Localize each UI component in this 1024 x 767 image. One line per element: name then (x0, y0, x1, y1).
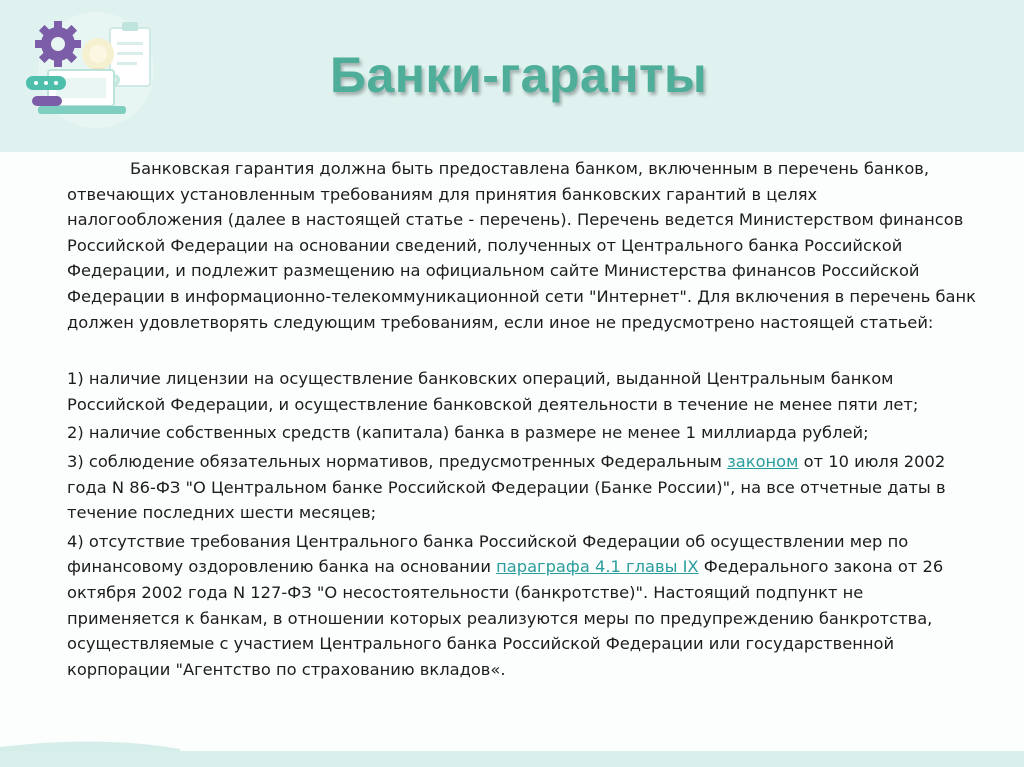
requirement-item-3-after: от 10 июля 2002 года N 86-ФЗ "О Центральном банке Российской Федерации (Банке России)", на все отчетные даты в течение последних шести месяцев; (67, 451, 946, 523)
requirement-item-4-before: 4) отсутствие требования Центрального банка Российской Федерации об осуществлении мер по финансовому оздоровлению банка на основании (67, 531, 909, 577)
paragraph-link[interactable]: параграфа 4.1 главы IX (496, 557, 699, 577)
slide-title: Банки-гаранты (330, 47, 708, 103)
law-link[interactable]: законом (727, 451, 799, 471)
slide-content (67, 156, 977, 682)
requirement-item-1: 1) наличие лицензии на осуществление банковских операций, выданной Центральным банком Российской Федерации, и осуществление банковской деятельности в течение не менее пяти лет; (67, 369, 919, 414)
requirement-item-4-after: Федерального закона от 26 октября 2002 года N 127-ФЗ "О несостоятельности (банкротстве)". Настоящий подпункт не применяется к банкам, в отношении которых реализуются меры по предупреждению банкротства, осуществляемые с участием Центрального банка Российской Федерации или государственной корпорации "Агентство по страхованию вкладов«. (67, 557, 944, 679)
requirement-item-3 (67, 449, 977, 526)
gear-icon (35, 21, 81, 67)
requirement-item-3-before: 3) соблюдение обязательных нормативов, предусмотренных Федеральным (67, 451, 728, 471)
slide-logo (18, 8, 178, 133)
intro-paragraph: Банковская гарантия должна быть предоставлена банком, включенным в перечень банков, отвечающих установленным требованиям для принятия банковских гарантий в целях налогообложения (далее в настоящей статье - перечень). Перечень ведется Министерством финансов Российской Федерации на основании сведений, полученных от Центрального банка Российской Федерации, и подлежит размещению на официальном сайте Министерства финансов Российской Федерации в информационно-телекоммуникационной сети "Интернет". Для включения в перечень банк должен удовлетворять следующим требованиям, если иное не предусмотрено настоящей статьей: (67, 159, 976, 332)
requirement-item-2: 2) наличие собственных средств (капитала) банка в размере не менее 1 миллиарда рублей; (67, 423, 869, 443)
footer-decoration (0, 707, 1024, 767)
requirement-item-4 (67, 529, 977, 683)
